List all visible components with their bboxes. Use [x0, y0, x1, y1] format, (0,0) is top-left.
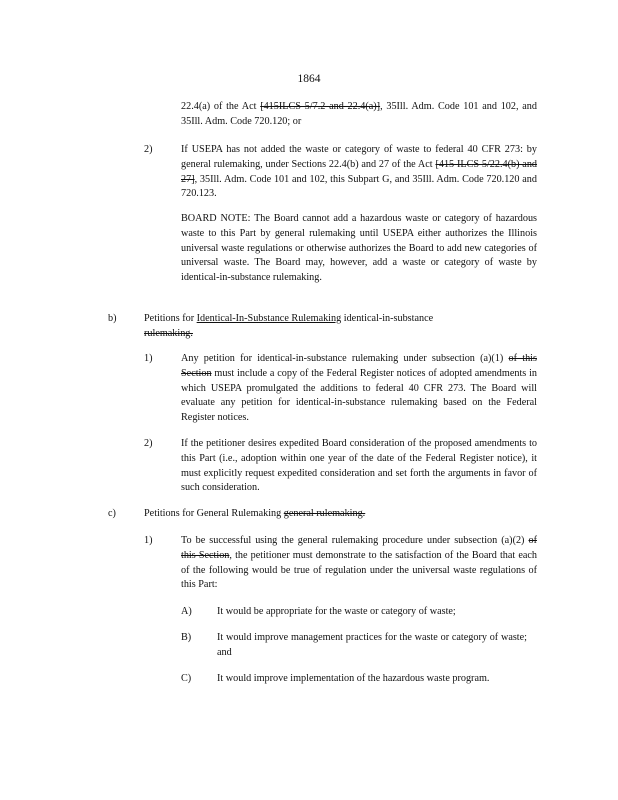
item-cB-text: It would improve management practices for the waste or category of waste; and — [217, 632, 527, 658]
item-c1-text — [181, 534, 537, 593]
struck-text: rulemaking. — [144, 327, 193, 339]
item-b1-text — [181, 352, 537, 426]
text: To be successful using the general rulemaking procedure under subsection (a)(2) — [181, 535, 529, 546]
subsection-b-heading — [144, 312, 484, 342]
struck-text: general rulemaking. — [283, 508, 366, 519]
text: 22.4(a) of the Act — [181, 101, 261, 112]
item-a2-text — [181, 143, 537, 202]
page-number: 1864 — [297, 73, 321, 85]
text: Any petition for identical-in-substance rulemaking under subsection (a)(1) — [181, 353, 509, 364]
subsection-a-continuation — [181, 100, 537, 130]
text: Petitions for — [144, 313, 197, 324]
text: If USEPA has not added the waste or category of waste to federal 40 CFR 273: by general rulemaking, under Sections 22.4(b) and 27 of the Act — [181, 144, 537, 170]
subsection-c-heading — [144, 507, 484, 522]
board-note: BOARD NOTE: The Board cannot add a hazardous waste or category of hazardous waste to this Part by general rulemaking until USEPA either authorizes the Illinois universal waste regulations or otherwise authorizes the Board to add new categories of universal waste. The Board may, however, add a waste or category of waste by identical-in-substance rulemaking. — [181, 213, 537, 284]
subsection-b-label: b) — [108, 313, 117, 324]
struck-citation: [415 ILCS 5/22.4(b) and 27] — [181, 158, 538, 185]
item-cC-label: C) — [181, 673, 192, 684]
inserted-heading: Identical-In-Substance Rulemaking — [196, 313, 342, 324]
item-b1-label: 1) — [144, 353, 153, 364]
text: , 35Ill. Adm. Code 101 and 102, this Subpart G, and 35Ill. Adm. Code 720.120 and 720.123. — [181, 173, 537, 200]
text: must include a copy of the Federal Register notices of adopted amendments in which USEPA promulgated the additions to federal 40 CFR 273. The Board will evaluate any petition for identical-in-substance rulemaking based on the Federal Register notices. — [181, 367, 537, 424]
item-cC-text: It would improve implementation of the hazardous waste program. — [217, 673, 490, 684]
text: identical-in-substance — [341, 313, 434, 324]
text: , the petitioner must demonstrate to the satisfaction of the Board that each of the following would be true of regulation under the universal waste regulations of this Part: — [181, 549, 537, 591]
text: , 35Ill. Adm. Code 101 and 102, and 35Ill. Adm. Code 720.120; or — [181, 101, 537, 127]
item-b2-label: 2) — [144, 438, 153, 449]
item-cB-label: B) — [181, 632, 192, 643]
item-cA-text: It would be appropriate for the waste or category of waste; — [217, 606, 456, 617]
item-b2-text: If the petitioner desires expedited Board consideration of the proposed amendments to this Part (i.e., adoption within one year of the date of the Federal Register notice), it must explicitly request expedited consideration and set forth the arguments in favor of such consideration. — [181, 438, 537, 494]
struck-text: of this Section — [181, 535, 537, 561]
text: Petitions for General Rulemaking — [144, 508, 284, 519]
struck-citation: [415ILCS 5/7.2 and 22.4(a)] — [260, 101, 381, 112]
struck-text: of this Section — [181, 353, 537, 379]
item-a2-label: 2) — [144, 144, 153, 155]
subsection-c-label: c) — [108, 508, 116, 519]
item-c1-label: 1) — [144, 535, 153, 546]
item-cA-label: A) — [181, 606, 192, 617]
